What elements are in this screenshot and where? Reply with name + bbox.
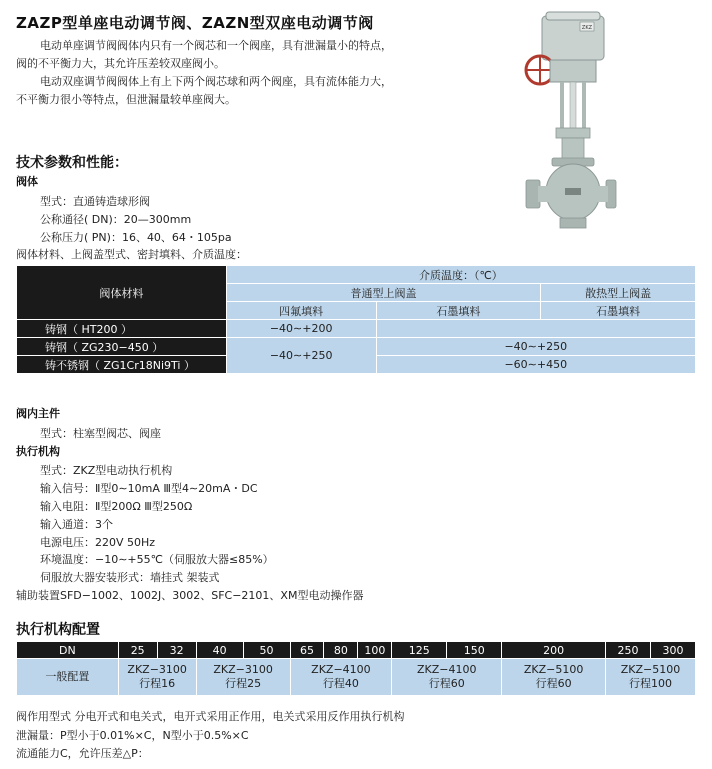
graphite-header-2: 石墨填料	[541, 302, 696, 320]
material-row-1-empty	[376, 320, 695, 338]
config-stroke: 行程60	[535, 677, 572, 690]
page-title: ZAZP型单座电动调节阀、ZAZN型双座电动调节阀	[16, 14, 374, 32]
material-row-1-ptfe: −40∼+200	[226, 320, 376, 338]
dn-value: 150	[447, 642, 502, 659]
footer-capacity: 流通能力C，允许压差△P：	[16, 747, 149, 760]
material-temperature-table	[16, 265, 696, 374]
intro-line-4: 不平衡力很小等特点，但泄漏量较单座阀大。	[16, 93, 236, 106]
dn-value: 50	[243, 642, 290, 659]
actuator-channels: 输入通道：3个	[40, 518, 113, 531]
config-stroke: 行程60	[428, 677, 465, 690]
heat-cover-header: 散热型上阀盖	[541, 284, 696, 302]
dn-value: 125	[392, 642, 447, 659]
inner-type: 型式：柱塞型阀芯、阀座	[40, 427, 161, 440]
intro-line-1: 电动单座调节阀阀体内只有一个阀芯和一个阀座，具有泄漏量小的特点，	[40, 39, 392, 52]
material-col-header: 阀体材料	[17, 266, 227, 320]
actuator-power: 电源电压：220V 50Hz	[40, 536, 156, 549]
material-row-2-ptfe: −40∼+250	[226, 338, 376, 374]
dn-value: 40	[196, 642, 243, 659]
actuator-mounting: 伺服放大器安装形式：墙挂式 架装式	[40, 571, 220, 584]
body-dn: 公称通径( DN)：20—300mm	[40, 213, 192, 226]
config-cell	[196, 659, 290, 696]
actuator-ambient: 环境温度：−10∼+55℃（伺服放大器≤85%）	[40, 553, 274, 566]
body-pn: 公称压力( PN)：16、40、64・105pa	[40, 231, 232, 244]
config-cell	[606, 659, 696, 696]
config-row-label: 一般配置	[17, 659, 119, 696]
config-model: ZKZ−3100	[213, 663, 273, 676]
actuator-resistance: 输入电阻：Ⅱ型200Ω Ⅲ型250Ω	[40, 500, 193, 513]
config-heading: 执行机构配置	[16, 622, 100, 638]
body-type: 型式：直通铸造球形阀	[40, 195, 150, 208]
dn-value: 80	[324, 642, 358, 659]
intro-line-2: 阀的不平衡力大，其允许压差较双座阀小。	[16, 57, 225, 70]
footer-action: 阀作用型式 分电开式和电关式，电开式采用正作用，电关式采用反作用执行机构	[16, 710, 405, 723]
dn-value: 25	[118, 642, 157, 659]
material-row-1-name: 铸钢（ HT200 ）	[17, 320, 227, 338]
dn-value: 32	[157, 642, 196, 659]
dn-value: 100	[358, 642, 392, 659]
material-row-2-graphite: −40∼+250	[376, 338, 695, 356]
config-model: ZKZ−5100	[523, 663, 584, 676]
material-note: 阀体材料、上阀盖型式、密封填料、介质温度：	[16, 248, 247, 261]
intro-line-3: 电动双座调节阀阀体上有上下两个阀芯球和两个阀座，具有流体能力大，	[40, 75, 392, 88]
valve-nameplate: ZKZ	[581, 25, 593, 31]
config-model: ZKZ−3100	[127, 663, 187, 676]
body-heading: 阀体	[16, 175, 38, 188]
inner-heading: 阀内主件	[16, 407, 60, 420]
valve-illustration	[522, 10, 618, 240]
temp-header: 介质温度：（℃）	[226, 266, 695, 284]
ptfe-header: 四氟填料	[226, 302, 376, 320]
normal-cover-header: 普通型上阀盖	[226, 284, 541, 302]
config-cell	[392, 659, 502, 696]
config-cell	[118, 659, 196, 696]
config-model: ZKZ−4100	[311, 663, 371, 676]
material-row-3-name: 铸不锈钢（ ZG1Cr18Ni9Ti ）	[17, 356, 227, 374]
material-row-3-graphite: −60∼+450	[376, 356, 695, 374]
aux-devices: 辅助装置SFD−1002、1002J、3002、SFC−2101、XM型电动操作器	[16, 589, 364, 602]
actuator-heading: 执行机构	[16, 445, 60, 458]
actuator-config-table	[16, 641, 696, 696]
dn-value: 250	[606, 642, 651, 659]
actuator-type: 型式：ZKZ型电动执行机构	[40, 464, 173, 477]
config-model: ZKZ−4100	[417, 663, 477, 676]
config-stroke: 行程100	[629, 677, 672, 690]
material-row-2-name: 铸钢（ ZG230−450 ）	[17, 338, 227, 356]
dn-value: 65	[290, 642, 324, 659]
config-model: ZKZ−5100	[620, 663, 681, 676]
footer-leakage: 泄漏量：P型小于0.01%×C，N型小于0.5%×C	[16, 729, 249, 742]
tech-heading: 技术参数和性能：	[16, 155, 128, 171]
config-stroke: 行程40	[322, 677, 359, 690]
dn-value: 200	[502, 642, 606, 659]
graphite-header-1: 石墨填料	[376, 302, 541, 320]
dn-value: 300	[650, 642, 695, 659]
config-stroke: 行程25	[225, 677, 262, 690]
config-cell	[290, 659, 392, 696]
config-stroke: 行程16	[139, 677, 176, 690]
dn-label: DN	[17, 642, 119, 659]
config-cell	[502, 659, 606, 696]
actuator-signal: 输入信号：Ⅱ型0∼10mA Ⅲ型4∼20mA・DC	[40, 482, 258, 495]
